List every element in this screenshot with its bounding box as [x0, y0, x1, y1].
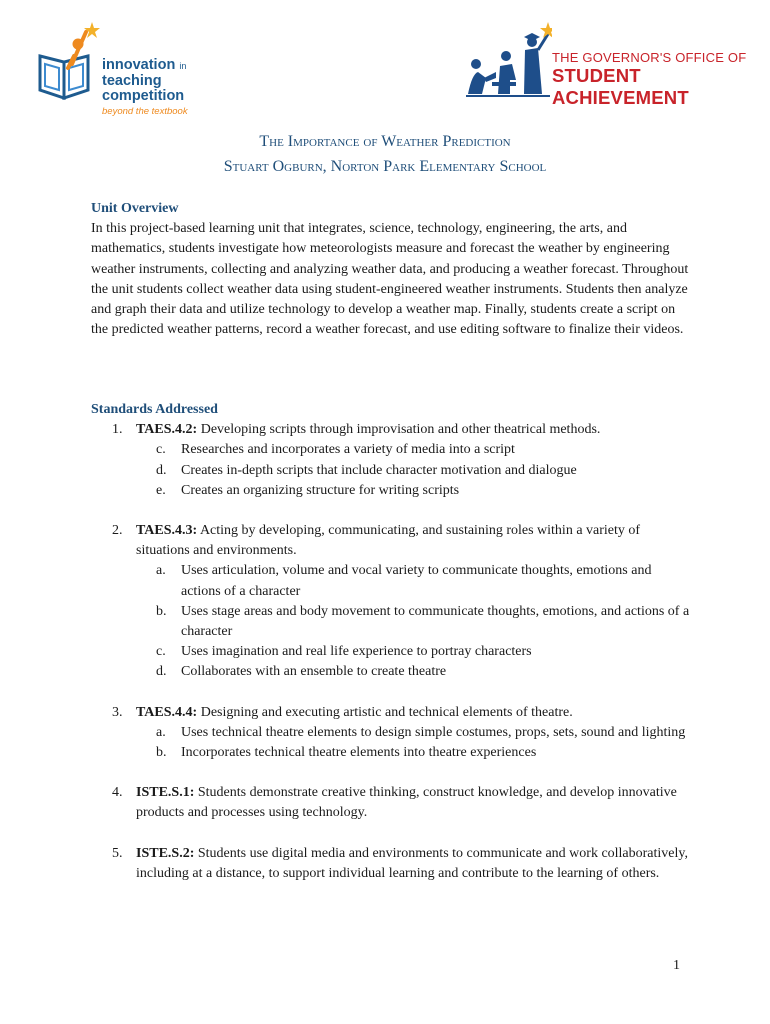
standard-number: 1. — [112, 422, 123, 438]
standard-number: 5. — [112, 845, 123, 861]
logo-text-line2: teaching competition — [102, 73, 185, 104]
standards-list — [91, 420, 691, 884]
standard-item — [91, 844, 691, 884]
sub-text: Creates an organizing structure for writing scripts — [181, 482, 460, 498]
sub-letter: a. — [156, 724, 166, 740]
logo-text-line1: innovation in — [102, 57, 187, 73]
sub-item — [136, 602, 691, 642]
sub-letter: c. — [156, 442, 166, 458]
standard-item — [91, 521, 691, 683]
sub-item — [136, 642, 691, 662]
sub-letter: b. — [156, 745, 167, 761]
standard-text: Designing and executing artistic and technical elements of theatre. — [200, 704, 573, 720]
logo-tagline: beyond the textbook — [102, 106, 188, 117]
page-number: 1 — [673, 958, 680, 973]
sub-item — [136, 440, 691, 460]
gosa-logo-line1: THE GOVERNOR'S OFFICE OF — [552, 50, 747, 65]
sub-letter: b. — [156, 603, 167, 619]
standard-code: TAES.4.3: — [136, 523, 198, 539]
standard-code: TAES.4.4: — [136, 704, 198, 720]
students-silhouette-icon — [462, 20, 552, 100]
sub-text: Uses articulation, volume and vocal variety to communicate thoughts, emotions and actions of a character — [181, 563, 652, 599]
sub-text: Researches and incorporates a variety of media into a script — [181, 442, 515, 458]
standard-code: ISTE.S.2: — [136, 845, 195, 861]
sub-item — [136, 561, 691, 601]
unit-overview-section — [91, 199, 691, 340]
standard-sublist — [136, 440, 691, 501]
standard-text: Acting by developing, communicating, and sustaining roles within a variety of situations and environments. — [136, 523, 641, 559]
sub-text: Collaborates with an ensemble to create theatre — [181, 664, 447, 680]
standards-section — [91, 400, 691, 884]
standard-item — [91, 783, 691, 823]
sub-letter: e. — [156, 482, 166, 498]
sub-text: Incorporates technical theatre elements into theatre experiences — [181, 745, 537, 761]
unit-overview-text: In this project-based learning unit that integrates, science, technology, engineering, the arts, and mathematics, students investigate how meteorologists measure and forecast the weather by engineering weather instruments, collecting and analyzing weather data, and producing a weather forecast. Throughout the unit students collect weather data using student-engineered weather instruments. Students then analyze and graph their data and utilize technology to develop a weather map. Finally, students create a script on the predicted weather patterns, record a weather forecast, and use editing software to finalize their videos. — [91, 221, 689, 338]
sub-item — [136, 481, 691, 501]
document-title: The Importance of Weather Prediction — [259, 133, 511, 150]
standards-heading: Standards Addressed — [91, 402, 218, 417]
standard-text: Students demonstrate creative thinking, construct knowledge, and develop innovative products and processes using technology. — [136, 785, 677, 821]
document-subtitle: Stuart Ogburn, Norton Park Elementary School — [223, 158, 547, 175]
sub-text: Uses stage areas and body movement to communicate thoughts, emotions, and actions of a character — [181, 603, 690, 640]
sub-item — [136, 743, 691, 763]
sub-item — [136, 723, 691, 743]
gosa-logo — [462, 20, 752, 108]
gosa-logo-line2: STUDENT ACHIEVEMENT — [552, 65, 689, 108]
sub-text: Uses imagination and real life experience to portray characters — [181, 644, 532, 660]
standard-item — [91, 703, 691, 764]
standard-code: ISTE.S.1: — [136, 785, 195, 801]
standard-sublist — [136, 723, 691, 763]
standard-code: TAES.4.2: — [136, 422, 198, 438]
sub-letter: c. — [156, 644, 166, 660]
standard-number: 2. — [112, 523, 123, 539]
sub-item — [136, 662, 691, 682]
sub-item — [136, 461, 691, 481]
sub-text: Uses technical theatre elements to design simple costumes, props, sets, sound and lighting — [181, 724, 686, 740]
unit-overview-heading: Unit Overview — [91, 201, 179, 216]
standard-number: 3. — [112, 704, 123, 720]
book-figure-icon — [34, 20, 104, 100]
standard-number: 4. — [112, 785, 123, 801]
sub-letter: a. — [156, 563, 166, 579]
sub-letter: d. — [156, 462, 167, 478]
standard-text: Students use digital media and environments to communicate and work collaboratively, including at a distance, to support individual learning and contribute to the learning of others. — [136, 845, 688, 881]
innovation-teaching-logo — [34, 20, 234, 117]
standard-text: Developing scripts through improvisation and other theatrical methods. — [200, 422, 601, 438]
sub-text: Creates in-depth scripts that include character motivation and dialogue — [181, 462, 577, 478]
standard-sublist — [136, 561, 691, 682]
sub-letter: d. — [156, 664, 167, 680]
standard-item — [91, 420, 691, 501]
